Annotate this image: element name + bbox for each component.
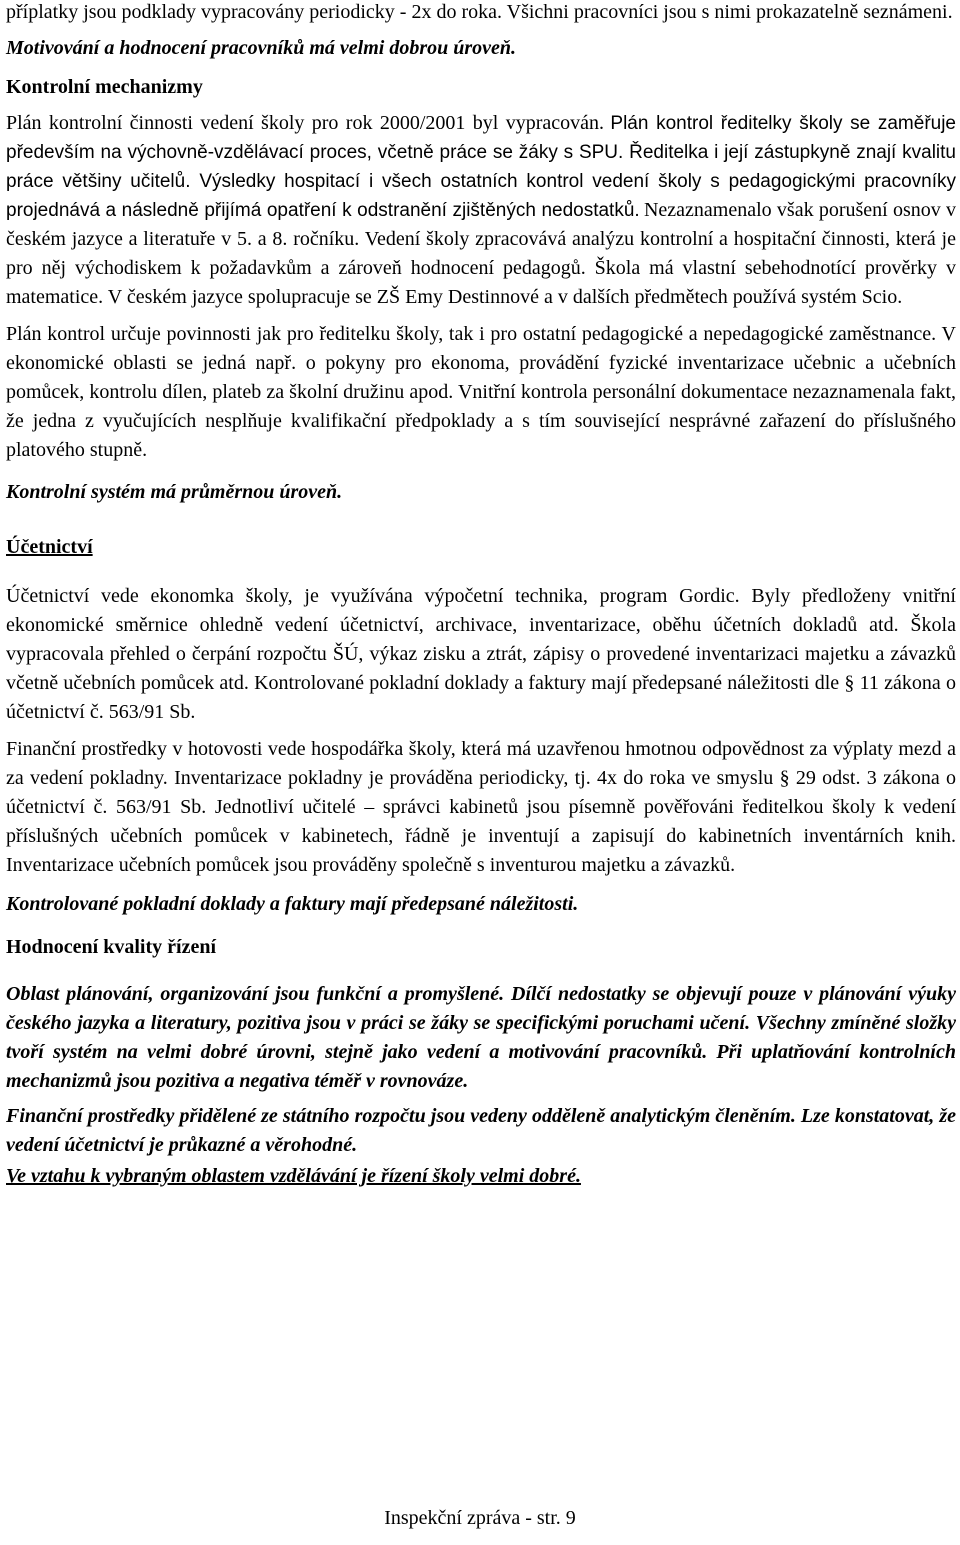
control-paragraph-2: Plán kontrol určuje povinnosti jak pro ředitelku školy, tak i pro ostatní pedagogické a nepedagogické zaměstnance. V ekonomické oblasti se jedná např. o pokyny pro ekonoma, provádění fyzické inventarizace učebnic a učebních pomůcek, kontrolu dílen, plateb za školní družinu apod. Vnitřní kontrola personální dokumentace nezaznamenala fakt, že jedna z vyučujících nesplňuje kvalifikační předpoklady a s tím související nesprávné zařazení do příslušného platového stupně. [6, 323, 956, 461]
accounting-paragraph-2: Finanční prostředky v hotovosti vede hospodářka školy, která má uzavřenou hmotnou odpovědnost za výplaty mezd a za vedení pokladny. Inventarizace pokladny je prováděna periodicky, tj. 4x do roka ve smyslu § 29 odst. 3 zákona o účetnictví č. 563/91 Sb. Jednotliví učitelé – správci kabinetů jsou písemně pověřováni ředitelkou školy k vedení příslušných učebních pomůcek v kabinetech, řádně je inventují a zapisují do kabinetních inventárních knih. Inventarizace učebních pomůcek jsou prováděny společně s inventurou majetku a závazků. [6, 738, 956, 876]
quality-paragraph-1: Oblast plánování, organizování jsou funkční a promyšlené. Dílčí nedostatky se objevují pouze v plánování výuky českého jazyka a literatury, pozitiva jsou v práci se žáky se specifickými poruchami učení. Všechny zmíněné složky tvoří systém na velmi dobré úrovni, stejně jako vedení a motivování pracovníků. Při uplatňování kontrolních mechanizmů jsou pozitiva a negativa téměř v rovnováze. [6, 983, 956, 1092]
accounting-heading: Účetnictví [6, 536, 93, 558]
quality-paragraph-2: Finanční prostředky přidělené ze státního rozpočtu jsou vedeny odděleně analytickým členěním. Lze konstatovat, že vedení účetnictví je průkazné a věrohodné. [6, 1105, 956, 1156]
intro-paragraph: příplatky jsou podklady vypracovány periodicky - 2x do roka. Všichni pracovníci jsou s nimi prokazatelně seznámeni. [6, 1, 953, 23]
quality-conclusion: Ve vztahu k vybraným oblastem vzdělávání je řízení školy velmi dobré. [6, 1165, 581, 1187]
accounting-paragraph-1: Účetnictví vede ekonomka školy, je využívána výpočetní technika, program Gordic. Byly předloženy vnitřní ekonomické směrnice ohledně vedení účetnictví, archivace, inventarizace, oběhu účetních dokladů atd. Škola vypracovala přehled o čerpání rozpočtu ŠÚ, výkaz zisku a ztrát, zápisy o provedené inventarizaci majetku a závazků včetně učebních pomůcek atd. Kontrolované pokladní doklady a faktury mají předepsané náležitosti dle § 11 zákona o účetnictví č. 563/91 Sb. [6, 585, 956, 723]
control-sans-text: Plán kontrol ředitelky školy se zaměřuje především na výchovně-vzdělávací proces, včetně práce se žáky s SPU. Ředitelka i její zástupkyně znají kvalitu práce většiny učitelů. Výsledky hospitací i všech ostatních kontrol vedení školy s pedagogickými pracovníky projednává a následně přijímá opatření k odstranění zjištěných nedostatků. [6, 113, 957, 221]
document-page [6, 0, 956, 1191]
accounting-summary: Kontrolované pokladní doklady a faktury mají předepsané náležitosti. [6, 893, 579, 915]
motivation-summary: Motivování a hodnocení pracovníků má velmi dobrou úroveň. [6, 37, 517, 59]
control-summary: Kontrolní systém má průměrnou úroveň. [6, 481, 343, 503]
control-heading: Kontrolní mechanizmy [6, 76, 203, 98]
control-plan-line: Plán kontrolní činnosti vedení školy pro rok 2000/2001 byl vypracován. [6, 112, 605, 134]
control-serif-text: Nezaznamenalo však porušení osnov v českém jazyce a literatuře v 5. a 8. ročníku. Vedení školy zpracovává analýzu kontrolní a hospitační činnosti, která je pro něj východiskem k požadavkům a zároveň hodnocení pedagogů. Škola má vlastní sebehodnotící prověrky v matematice. V českém jazyce spolupracuje se ZŠ Emy Destinnové a v dalších předmětech používá systém Scio. [6, 199, 957, 308]
page-footer: Inspekční zpráva - str. 9 [384, 1507, 576, 1529]
quality-heading: Hodnocení kvality řízení [6, 936, 216, 958]
control-paragraph-1 [6, 109, 956, 312]
